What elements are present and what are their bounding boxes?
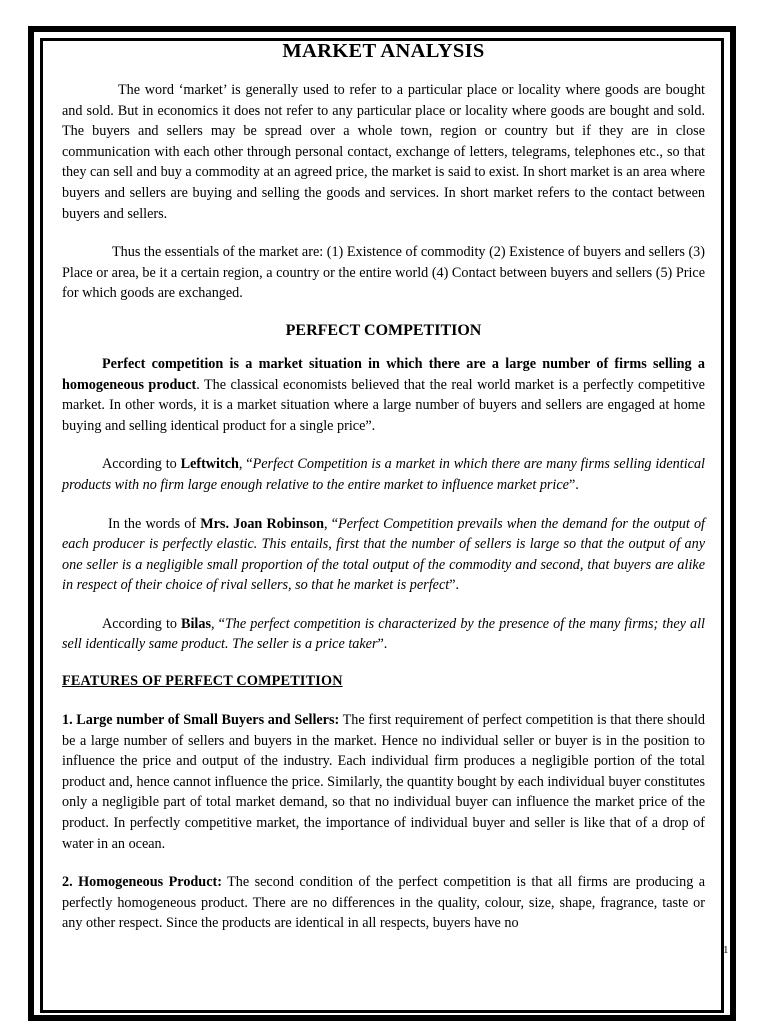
quote-open: , “ [211,615,225,632]
quote-lead: According to [102,615,182,632]
page-number: 1 [723,944,729,956]
quote-leftwitch [62,454,705,495]
feature-item-text: The second condition of the perfect competition is that all firms are producing a perfectly homogeneous product. There are no differences in the quality, colour, size, shape, fragrance, taste or any other respect. Since the products are identical in all respects, buyers have no [62,874,706,932]
quote-open: , “ [238,456,253,473]
quote-close: ”. [449,577,460,594]
feature-item-text: The first requirement of perfect competition is that there should be a large number of sellers and buyers in the market. Hence no individual seller or buyer is in the position to influence the price and output of the industry. Each individual firm produces a negligible portion of the total product and, hence cannot influence the price. Similarly, the quantity bought by each individual buyer constitutes only a negligible part of total market demand, so that no individual buyer can influence the market price of the product. In perfectly competitive market, the importance of individual buyer and seller is like that of a drop of water in an ocean. [62,712,705,852]
feature-item-title: 1. Large number of Small Buyers and Sellers: [62,712,340,729]
quote-author: Mrs. Joan Robinson [200,515,325,532]
feature-item-2 [62,872,705,934]
quote-text: Perfect Competition is a market in which there are many firms selling identical products with no firm large enough relative to the entire market to influence market price [62,456,705,493]
quote-close: ”. [568,476,579,493]
quote-open: , “ [324,515,339,532]
definition-text: . The classical economists believed that the real world market is a perfectly competitive market. In other words, it is a market situation where a large number of buyers and sellers are engaged at home buying and selling identical product for a single price”. [62,376,705,434]
definition-bold: Perfect competition is a market situation in which there are a large number of firms selling a homogeneous product [62,355,705,393]
definition-paragraph [62,354,705,436]
section-heading-perfect-competition: PERFECT COMPETITION [285,321,482,339]
feature-item-1 [62,710,705,854]
quote-author: Bilas [181,615,211,632]
quote-lead: In the words of [108,515,201,532]
document-body [62,40,705,952]
document-title: MARKET ANALYSIS [282,40,485,62]
quote-author: Leftwitch [180,456,239,473]
quote-lead: According to [102,456,181,473]
quote-joan-robinson [62,514,705,596]
section-heading-features: FEATURES OF PERFECT COMPETITION [62,673,343,690]
quote-text: Perfect Competition prevails when the demand for the output of each producer is perfectly elastic. This entails, first that the number of sellers is large so that the output of any one seller is a negligible small proportion of the total output of the commodity and second, that buyers are alike in respect of their choice of rival sellers, so that he market is perfect [62,515,706,594]
intro-paragraph-2: Thus the essentials of the market are: (1) Existence of commodity (2) Existence of buyers and sellers (3) Place or area, be it a certain region, a country or the entire world (4) Contact between buyers and sellers (5) Price for which goods are exchanged. [62,244,705,302]
intro-paragraph-1: The word ‘market’ is generally used to refer to a particular place or locality where goods are bought and sold. But in economics it does not refer to any particular place or locality where goods are bought and sold. The buyers and sellers may be spread over a whole town, region or country but if they are in close communication with each other through personal contact, exchange of letters, telegrams, telephones etc., so that they can sell and buy a commodity at an agreed price, the market is said to exist. In short market is an area where buyers and sellers are buying and selling the goods and services. In short market refers to the contact between buyers and sellers. [62,82,705,222]
quote-text: The perfect competition is characterized by the presence of the many firms; they all sell identically same product. The seller is a price taker [62,615,705,653]
quote-bilas [62,614,705,655]
quote-close: ”. [377,636,388,653]
feature-item-title: 2. Homogeneous Product: [62,874,222,891]
